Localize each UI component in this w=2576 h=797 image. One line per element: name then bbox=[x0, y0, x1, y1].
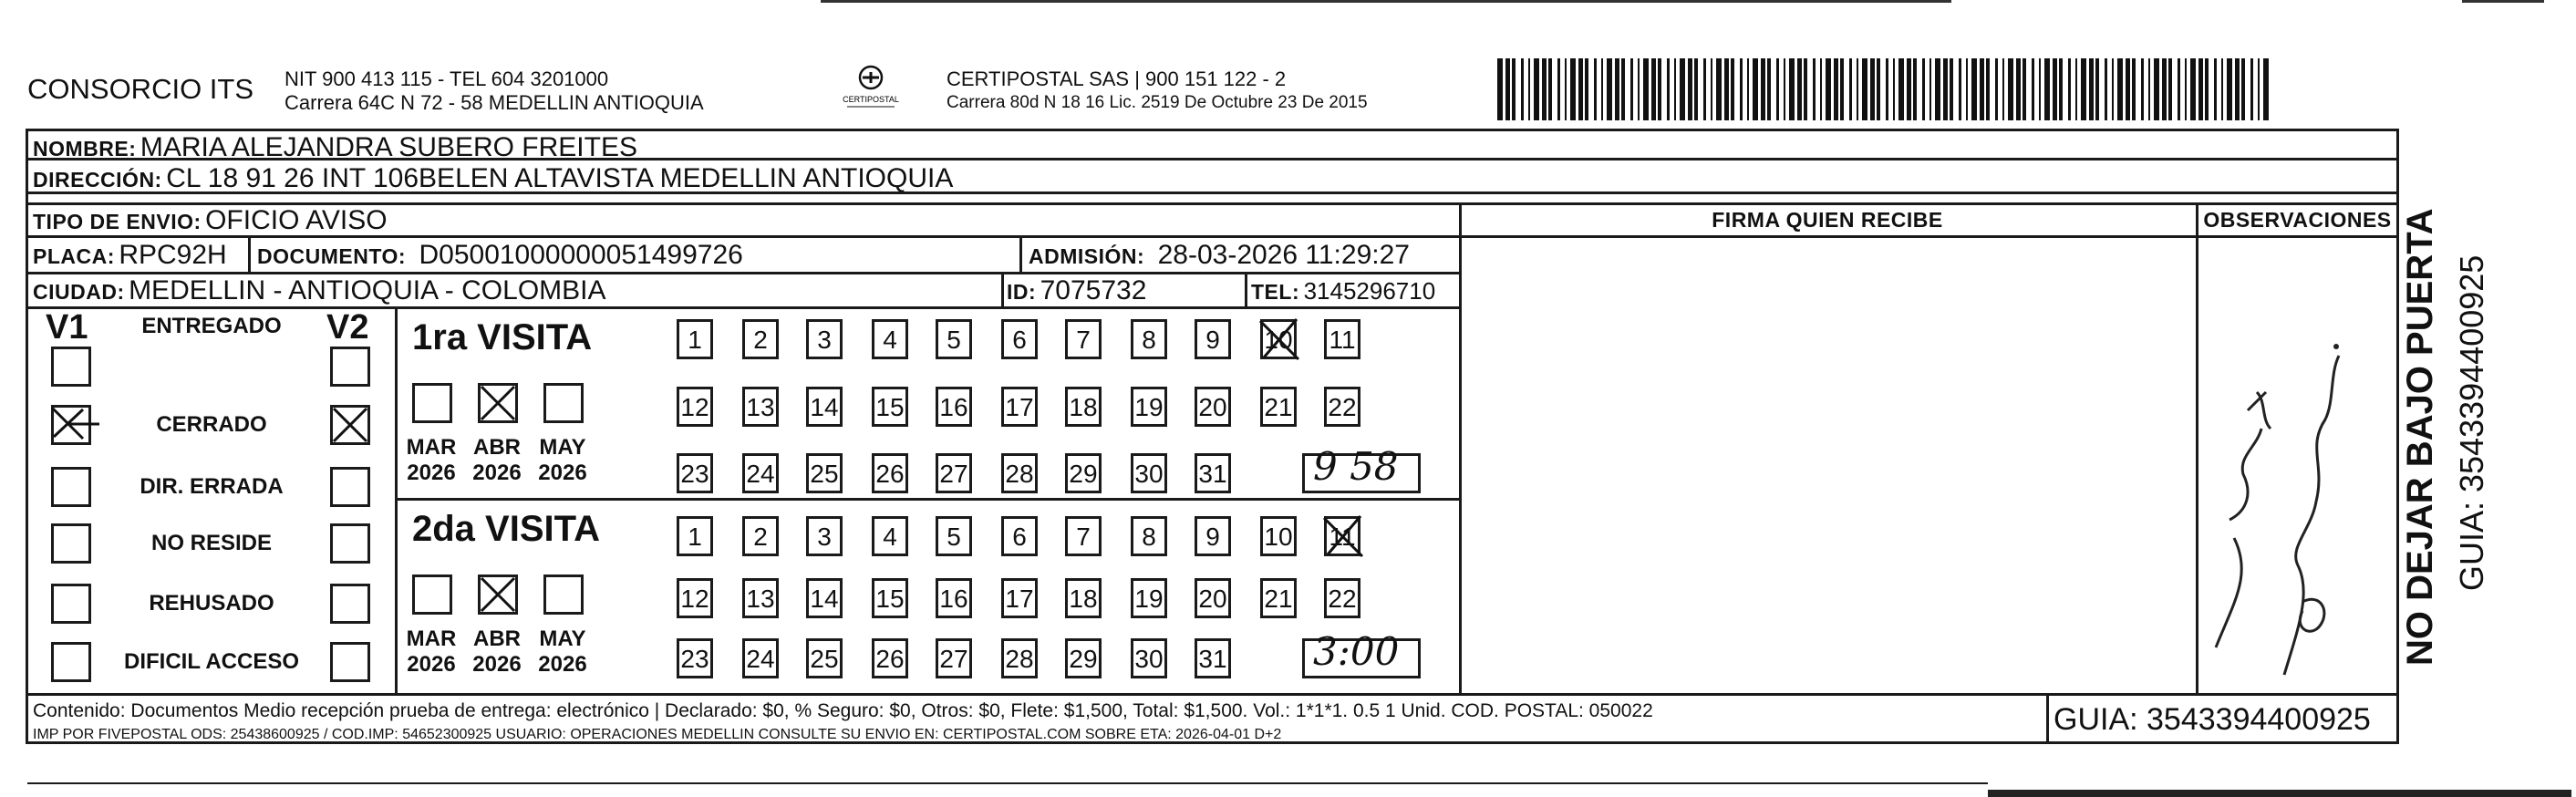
tipo-label: TIPO DE ENVIO: bbox=[33, 210, 202, 233]
barcode-bar bbox=[2185, 58, 2187, 120]
first-visit-day[interactable]: 3 bbox=[806, 319, 843, 359]
company-address: Carrera 64C N 72 - 58 MEDELLIN ANTIOQUIA bbox=[284, 91, 704, 114]
second-visit-day[interactable]: 31 bbox=[1195, 638, 1231, 678]
row-line bbox=[27, 782, 1988, 784]
col-line bbox=[2046, 693, 2049, 744]
barcode-bar bbox=[1621, 58, 1625, 120]
svg-text:CERTIPOSTAL: CERTIPOSTAL bbox=[843, 95, 899, 104]
first-visit-day[interactable]: 29 bbox=[1065, 453, 1102, 493]
barcode-bar bbox=[2227, 58, 2232, 120]
col-line bbox=[1459, 202, 1462, 693]
barcode-bar bbox=[1578, 58, 1583, 120]
ciudad-value: MEDELLIN - ANTIOQUIA - COLOMBIA bbox=[129, 275, 606, 305]
second-visit-month-checkbox[interactable] bbox=[543, 574, 584, 615]
placa-value: RPC92H bbox=[119, 240, 227, 270]
second-visit-day[interactable]: 9 bbox=[1195, 516, 1231, 556]
first-visit-time: 9 58 bbox=[1313, 444, 1399, 489]
barcode-bar bbox=[2105, 58, 2107, 120]
barcode-bar bbox=[2132, 58, 2136, 120]
barcode-bar bbox=[2032, 58, 2034, 120]
barcode-bar bbox=[1570, 58, 1576, 120]
barcode-bar bbox=[1761, 58, 1765, 120]
barcode-bar bbox=[1658, 58, 1661, 120]
barcode-bar bbox=[1767, 58, 1771, 120]
first-visit-day[interactable]: 23 bbox=[677, 453, 713, 493]
barcode-bar bbox=[1505, 58, 1510, 120]
barcode-bar bbox=[1935, 58, 1940, 120]
first-visit-month-checkbox[interactable] bbox=[543, 383, 584, 423]
status-label: ENTREGADO bbox=[141, 314, 282, 338]
first-visit-day[interactable]: 30 bbox=[1131, 453, 1167, 493]
observaciones-header: OBSERVACIONES bbox=[2203, 208, 2392, 232]
barcode-bar bbox=[1694, 58, 1698, 120]
first-visit-month-checkbox[interactable] bbox=[412, 383, 452, 423]
barcode-bar bbox=[2141, 58, 2144, 120]
company-name: CONSORCIO ITS bbox=[27, 73, 254, 105]
barcode-bar bbox=[1594, 58, 1597, 120]
barcode-bar bbox=[1971, 58, 1977, 120]
barcode-bar bbox=[1840, 58, 1844, 120]
row-line bbox=[26, 693, 2398, 696]
barcode-bar bbox=[1534, 58, 1539, 120]
scan-edge-top-right bbox=[2462, 0, 2544, 3]
second-visit-month-label: MAY bbox=[539, 626, 586, 651]
barcode-bar bbox=[1913, 58, 1917, 120]
col-line bbox=[248, 235, 251, 272]
col-line bbox=[1001, 272, 1004, 306]
second-visit-title: 2da VISITA bbox=[412, 509, 600, 549]
barcode-bar bbox=[2178, 58, 2180, 120]
barcode-bar bbox=[1630, 58, 1633, 120]
second-visit-day[interactable]: 1 bbox=[677, 516, 713, 556]
first-visit-day[interactable]: 12 bbox=[677, 387, 713, 427]
second-visit-day[interactable]: 12 bbox=[677, 578, 713, 618]
first-visit-day[interactable]: 20 bbox=[1195, 387, 1231, 427]
barcode-bar bbox=[2162, 58, 2167, 120]
first-visit-month-label: MAR bbox=[406, 435, 457, 460]
first-visit-month-checkbox[interactable] bbox=[478, 383, 518, 423]
barcode-bar bbox=[1820, 58, 1822, 120]
barcode-bar bbox=[1929, 58, 1931, 120]
footer-guia: GUIA: 3543394400925 bbox=[2054, 702, 2371, 737]
company-nit: NIT 900 413 115 - TEL 604 3201000 bbox=[284, 67, 609, 90]
barcode-bar bbox=[2258, 58, 2260, 120]
first-visit-day[interactable]: 9 bbox=[1195, 319, 1231, 359]
barcode-bar bbox=[2095, 58, 2099, 120]
side-guia: GUIA: 3543394400925 bbox=[2453, 254, 2490, 591]
first-visit-day[interactable]: 5 bbox=[936, 319, 972, 359]
first-visit-day[interactable]: 4 bbox=[872, 319, 908, 359]
certipostal-logo bbox=[834, 62, 907, 112]
barcode-bar bbox=[2059, 58, 2063, 120]
barcode-bar bbox=[1607, 58, 1612, 120]
barcode-bar bbox=[1674, 58, 1676, 120]
barcode-bar bbox=[2081, 58, 2086, 120]
status-label: NO RESIDE bbox=[150, 531, 273, 555]
v2-checkbox[interactable] bbox=[330, 642, 370, 682]
first-visit-day[interactable]: 18 bbox=[1065, 387, 1102, 427]
id-label: ID: bbox=[1007, 280, 1037, 304]
ciudad-label: CIUDAD: bbox=[33, 280, 125, 304]
footer-contenido: Contenido: Documentos Medio recepción prueba de entrega: electrónico | Declarado: $0, % Seguro: $0, Otros: $0, Flete: $1,500, Total: $1,500. Vol.: 1*1*1. 0.5 1 Unid. COD. POSTAL: 050022 bbox=[33, 700, 1653, 721]
direccion-label: DIRECCIÓN: bbox=[33, 168, 162, 191]
barcode-bar bbox=[2250, 58, 2253, 120]
barcode-bar bbox=[2205, 58, 2209, 120]
barcode-bar bbox=[1826, 58, 1831, 120]
barcode bbox=[1497, 58, 2272, 120]
second-visit-year-label: 2026 bbox=[538, 652, 587, 677]
second-visit-day[interactable]: 11 bbox=[1324, 516, 1360, 556]
barcode-bar bbox=[2023, 58, 2026, 120]
placa-label: PLACA: bbox=[33, 244, 115, 268]
nombre-value: MARIA ALEJANDRA SUBERO FREITES bbox=[140, 132, 637, 162]
tel-value: 3145296710 bbox=[1303, 277, 1436, 305]
second-visit-day[interactable]: 29 bbox=[1065, 638, 1102, 678]
second-visit-day[interactable]: 25 bbox=[806, 638, 843, 678]
barcode-bar bbox=[2008, 58, 2013, 120]
barcode-bar bbox=[1776, 58, 1779, 120]
second-visit-day[interactable]: 3 bbox=[806, 516, 843, 556]
v1-checkbox[interactable] bbox=[51, 347, 91, 387]
first-visit-title: 1ra VISITA bbox=[412, 317, 593, 357]
second-visit-day-mark bbox=[1319, 511, 1368, 566]
second-visit-day[interactable]: 26 bbox=[872, 638, 908, 678]
tipo-value: OFICIO AVISO bbox=[205, 205, 388, 235]
second-visit-day[interactable]: 30 bbox=[1131, 638, 1167, 678]
barcode-bar bbox=[1862, 58, 1867, 120]
courier-address: Carrera 80d N 18 16 Lic. 2519 De Octubre 23 De 2015 bbox=[947, 93, 1368, 112]
barcode-bar bbox=[1680, 58, 1685, 120]
first-visit-day[interactable]: 22 bbox=[1324, 387, 1360, 427]
first-visit-day[interactable]: 6 bbox=[1001, 319, 1038, 359]
id-value: 7075732 bbox=[1040, 275, 1147, 305]
barcode-bar bbox=[2126, 58, 2130, 120]
second-visit-day[interactable]: 8 bbox=[1131, 516, 1167, 556]
barcode-bar bbox=[1907, 58, 1911, 120]
handwritten-observation bbox=[2198, 301, 2380, 693]
second-visit-day[interactable]: 22 bbox=[1324, 578, 1360, 618]
second-visit-day[interactable]: 14 bbox=[806, 578, 843, 618]
barcode-bar bbox=[1870, 58, 1875, 120]
first-visit-day[interactable]: 25 bbox=[806, 453, 843, 493]
first-visit-month-label: ABR bbox=[473, 435, 521, 460]
second-visit-day[interactable]: 15 bbox=[872, 578, 908, 618]
barcode-bar bbox=[1643, 58, 1649, 120]
v1-label: V1 bbox=[46, 308, 88, 347]
first-visit-day-mark bbox=[1255, 314, 1304, 369]
barcode-bar bbox=[1521, 58, 1524, 120]
v2-label: V2 bbox=[326, 308, 369, 347]
v1-checkbox[interactable] bbox=[51, 523, 91, 564]
barcode-bar bbox=[2214, 58, 2217, 120]
barcode-bar bbox=[1548, 58, 1552, 120]
barcode-bar bbox=[1898, 58, 1904, 120]
barcode-bar bbox=[1711, 58, 1712, 120]
barcode-bar bbox=[1959, 58, 1961, 120]
status-label: CERRADO bbox=[156, 412, 267, 437]
second-visit-day[interactable]: 21 bbox=[1260, 578, 1297, 618]
barcode-bar bbox=[2190, 58, 2196, 120]
first-visit-day[interactable]: 13 bbox=[742, 387, 779, 427]
second-visit-day[interactable]: 7 bbox=[1065, 516, 1102, 556]
second-visit-day[interactable]: 28 bbox=[1001, 638, 1038, 678]
row-line bbox=[1459, 235, 2398, 238]
second-visit-day[interactable]: 4 bbox=[872, 516, 908, 556]
scan-edge-top bbox=[821, 0, 1951, 3]
barcode-bar bbox=[2044, 58, 2050, 120]
barcode-bar bbox=[1753, 58, 1758, 120]
barcode-bar bbox=[1943, 58, 1948, 120]
second-visit-time: 3:00 bbox=[1313, 629, 1400, 674]
second-visit-day[interactable]: 17 bbox=[1001, 578, 1038, 618]
first-visit-year-label: 2026 bbox=[407, 461, 456, 485]
barcode-bar bbox=[1557, 58, 1560, 120]
v2-checkbox[interactable] bbox=[330, 523, 370, 564]
barcode-bar bbox=[2154, 58, 2159, 120]
barcode-bar bbox=[2039, 58, 2041, 120]
second-visit-day[interactable]: 2 bbox=[742, 516, 779, 556]
barcode-bar bbox=[1995, 58, 1998, 120]
first-visit-day[interactable]: 10 bbox=[1260, 319, 1297, 359]
barcode-bar bbox=[1950, 58, 1953, 120]
barcode-bar bbox=[1688, 58, 1692, 120]
first-visit-day[interactable]: 7 bbox=[1065, 319, 1102, 359]
barcode-bar bbox=[2068, 58, 2071, 120]
second-visit-year-label: 2026 bbox=[472, 652, 522, 677]
frame-left bbox=[26, 129, 28, 744]
barcode-bar bbox=[1877, 58, 1880, 120]
barcode-bar bbox=[1886, 58, 1888, 120]
col-line bbox=[1245, 272, 1247, 306]
second-visit-month-checkbox[interactable] bbox=[478, 574, 518, 615]
barcode-bar bbox=[1804, 58, 1807, 120]
side-warning: NO DEJAR BAJO PUERTA bbox=[2400, 208, 2440, 666]
barcode-bar bbox=[1585, 58, 1588, 120]
status-label: REHUSADO bbox=[149, 591, 274, 616]
barcode-bar bbox=[1528, 58, 1530, 120]
first-visit-day[interactable]: 14 bbox=[806, 387, 843, 427]
barcode-bar bbox=[2198, 58, 2203, 120]
v1-checkbox[interactable] bbox=[51, 642, 91, 682]
second-visit-month-label: MAR bbox=[406, 626, 457, 651]
barcode-bar bbox=[1651, 58, 1656, 120]
barcode-bar bbox=[1849, 58, 1852, 120]
barcode-bar bbox=[1615, 58, 1619, 120]
first-visit-day[interactable]: 1 bbox=[677, 319, 713, 359]
first-visit-day[interactable]: 8 bbox=[1131, 319, 1167, 359]
barcode-bar bbox=[2117, 58, 2123, 120]
direccion-value: CL 18 91 26 INT 106BELEN ALTAVISTA MEDELLIN ANTIOQUIA bbox=[166, 163, 954, 193]
second-visit-day[interactable]: 16 bbox=[936, 578, 972, 618]
barcode-bar bbox=[1986, 58, 1990, 120]
admision-value: 28-03-2026 11:29:27 bbox=[1157, 240, 1410, 270]
barcode-bar bbox=[1703, 58, 1706, 120]
barcode-bar bbox=[2053, 58, 2057, 120]
barcode-bar bbox=[1565, 58, 1567, 120]
barcode-bar bbox=[1797, 58, 1802, 120]
second-visit-day[interactable]: 19 bbox=[1131, 578, 1167, 618]
barcode-bar bbox=[1980, 58, 1984, 120]
barcode-bar bbox=[1667, 58, 1670, 120]
barcode-bar bbox=[1893, 58, 1895, 120]
second-visit-day[interactable]: 18 bbox=[1065, 578, 1102, 618]
v2-checkbox[interactable] bbox=[330, 347, 370, 387]
nombre-label: NOMBRE: bbox=[33, 137, 137, 160]
scan-edge-bottom bbox=[1988, 790, 2571, 797]
first-visit-day[interactable]: 24 bbox=[742, 453, 779, 493]
v2-checkbox[interactable] bbox=[330, 584, 370, 624]
first-visit-day[interactable]: 19 bbox=[1131, 387, 1167, 427]
barcode-bar bbox=[1724, 58, 1729, 120]
courier-name: CERTIPOSTAL SAS | 900 151 122 - 2 bbox=[947, 67, 1287, 90]
admision-label: ADMISIÓN: bbox=[1029, 244, 1145, 268]
row-line bbox=[26, 306, 1459, 309]
tel-label: TEL: bbox=[1251, 280, 1300, 304]
barcode-bar bbox=[1740, 58, 1743, 120]
first-visit-year-label: 2026 bbox=[472, 461, 522, 485]
barcode-bar bbox=[2221, 58, 2223, 120]
first-visit-day[interactable]: 15 bbox=[872, 387, 908, 427]
second-visit-day[interactable]: 27 bbox=[936, 638, 972, 678]
second-visit-day[interactable]: 5 bbox=[936, 516, 972, 556]
barcode-bar bbox=[2235, 58, 2240, 120]
first-visit-month-label: MAY bbox=[539, 435, 586, 460]
second-visit-day[interactable]: 10 bbox=[1260, 516, 1297, 556]
barcode-bar bbox=[1716, 58, 1722, 120]
barcode-bar bbox=[2089, 58, 2094, 120]
barcode-bar bbox=[2241, 58, 2245, 120]
first-visit-day[interactable]: 17 bbox=[1001, 387, 1038, 427]
col-line bbox=[1019, 235, 1022, 272]
barcode-bar bbox=[1922, 58, 1925, 120]
barcode-bar bbox=[2075, 58, 2077, 120]
first-visit-day[interactable]: 26 bbox=[872, 453, 908, 493]
firma-header: FIRMA QUIEN RECIBE bbox=[1712, 208, 1943, 232]
first-visit-day[interactable]: 16 bbox=[936, 387, 972, 427]
barcode-bar bbox=[2016, 58, 2021, 120]
barcode-bar bbox=[1731, 58, 1734, 120]
first-visit-day[interactable]: 27 bbox=[936, 453, 972, 493]
barcode-bar bbox=[1497, 58, 1503, 120]
first-visit-year-label: 2026 bbox=[538, 461, 587, 485]
second-visit-month-checkbox[interactable] bbox=[412, 574, 452, 615]
frame-top bbox=[26, 129, 2398, 131]
v1-checkbox[interactable] bbox=[51, 584, 91, 624]
footer-imp: IMP POR FIVEPOSTAL ODS: 25438600925 / COD.IMP: 54652300925 USUARIO: OPERACIONES MEDELLIN CONSULTE SU ENVIO EN: CERTIPOSTAL.COM SOBRE ETA: 2026-04-01 D+2 bbox=[33, 727, 1282, 742]
barcode-bar bbox=[1813, 58, 1816, 120]
v2-checkbox[interactable] bbox=[330, 467, 370, 507]
second-visit-day[interactable]: 6 bbox=[1001, 516, 1038, 556]
first-visit-day[interactable]: 2 bbox=[742, 319, 779, 359]
barcode-bar bbox=[2002, 58, 2004, 120]
documento-value: D05001000000051499726 bbox=[419, 240, 743, 270]
barcode-bar bbox=[1966, 58, 1968, 120]
barcode-bar bbox=[2148, 58, 2150, 120]
row-line bbox=[2046, 693, 2398, 696]
barcode-bar bbox=[1747, 58, 1749, 120]
barcode-bar bbox=[1542, 58, 1547, 120]
second-visit-year-label: 2026 bbox=[407, 652, 456, 677]
barcode-bar bbox=[1789, 58, 1795, 120]
barcode-bar bbox=[2112, 58, 2114, 120]
barcode-bar bbox=[1784, 58, 1785, 120]
barcode-bar bbox=[1638, 58, 1640, 120]
barcode-bar bbox=[2263, 58, 2269, 120]
barcode-bar bbox=[1834, 58, 1838, 120]
v1-checkbox[interactable] bbox=[51, 467, 91, 507]
barcode-bar bbox=[1601, 58, 1603, 120]
row-line bbox=[395, 498, 1459, 501]
barcode-bar bbox=[1512, 58, 1516, 120]
v1-checkbox[interactable] bbox=[51, 405, 91, 445]
barcode-bar bbox=[1857, 58, 1858, 120]
second-visit-day[interactable]: 23 bbox=[677, 638, 713, 678]
second-visit-day[interactable]: 20 bbox=[1195, 578, 1231, 618]
second-visit-day[interactable]: 13 bbox=[742, 578, 779, 618]
second-visit-day[interactable]: 24 bbox=[742, 638, 779, 678]
status-label: DIFICIL ACCESO bbox=[123, 649, 299, 674]
frame-right bbox=[2396, 129, 2399, 744]
first-visit-day[interactable]: 31 bbox=[1195, 453, 1231, 493]
second-visit-month-label: ABR bbox=[473, 626, 521, 651]
v2-checkbox[interactable] bbox=[330, 405, 370, 445]
status-label: DIR. ERRADA bbox=[140, 474, 284, 499]
barcode-bar bbox=[2168, 58, 2172, 120]
first-visit-day[interactable]: 21 bbox=[1260, 387, 1297, 427]
documento-label: DOCUMENTO: bbox=[257, 244, 407, 268]
first-visit-day[interactable]: 11 bbox=[1324, 319, 1360, 359]
first-visit-day[interactable]: 28 bbox=[1001, 453, 1038, 493]
